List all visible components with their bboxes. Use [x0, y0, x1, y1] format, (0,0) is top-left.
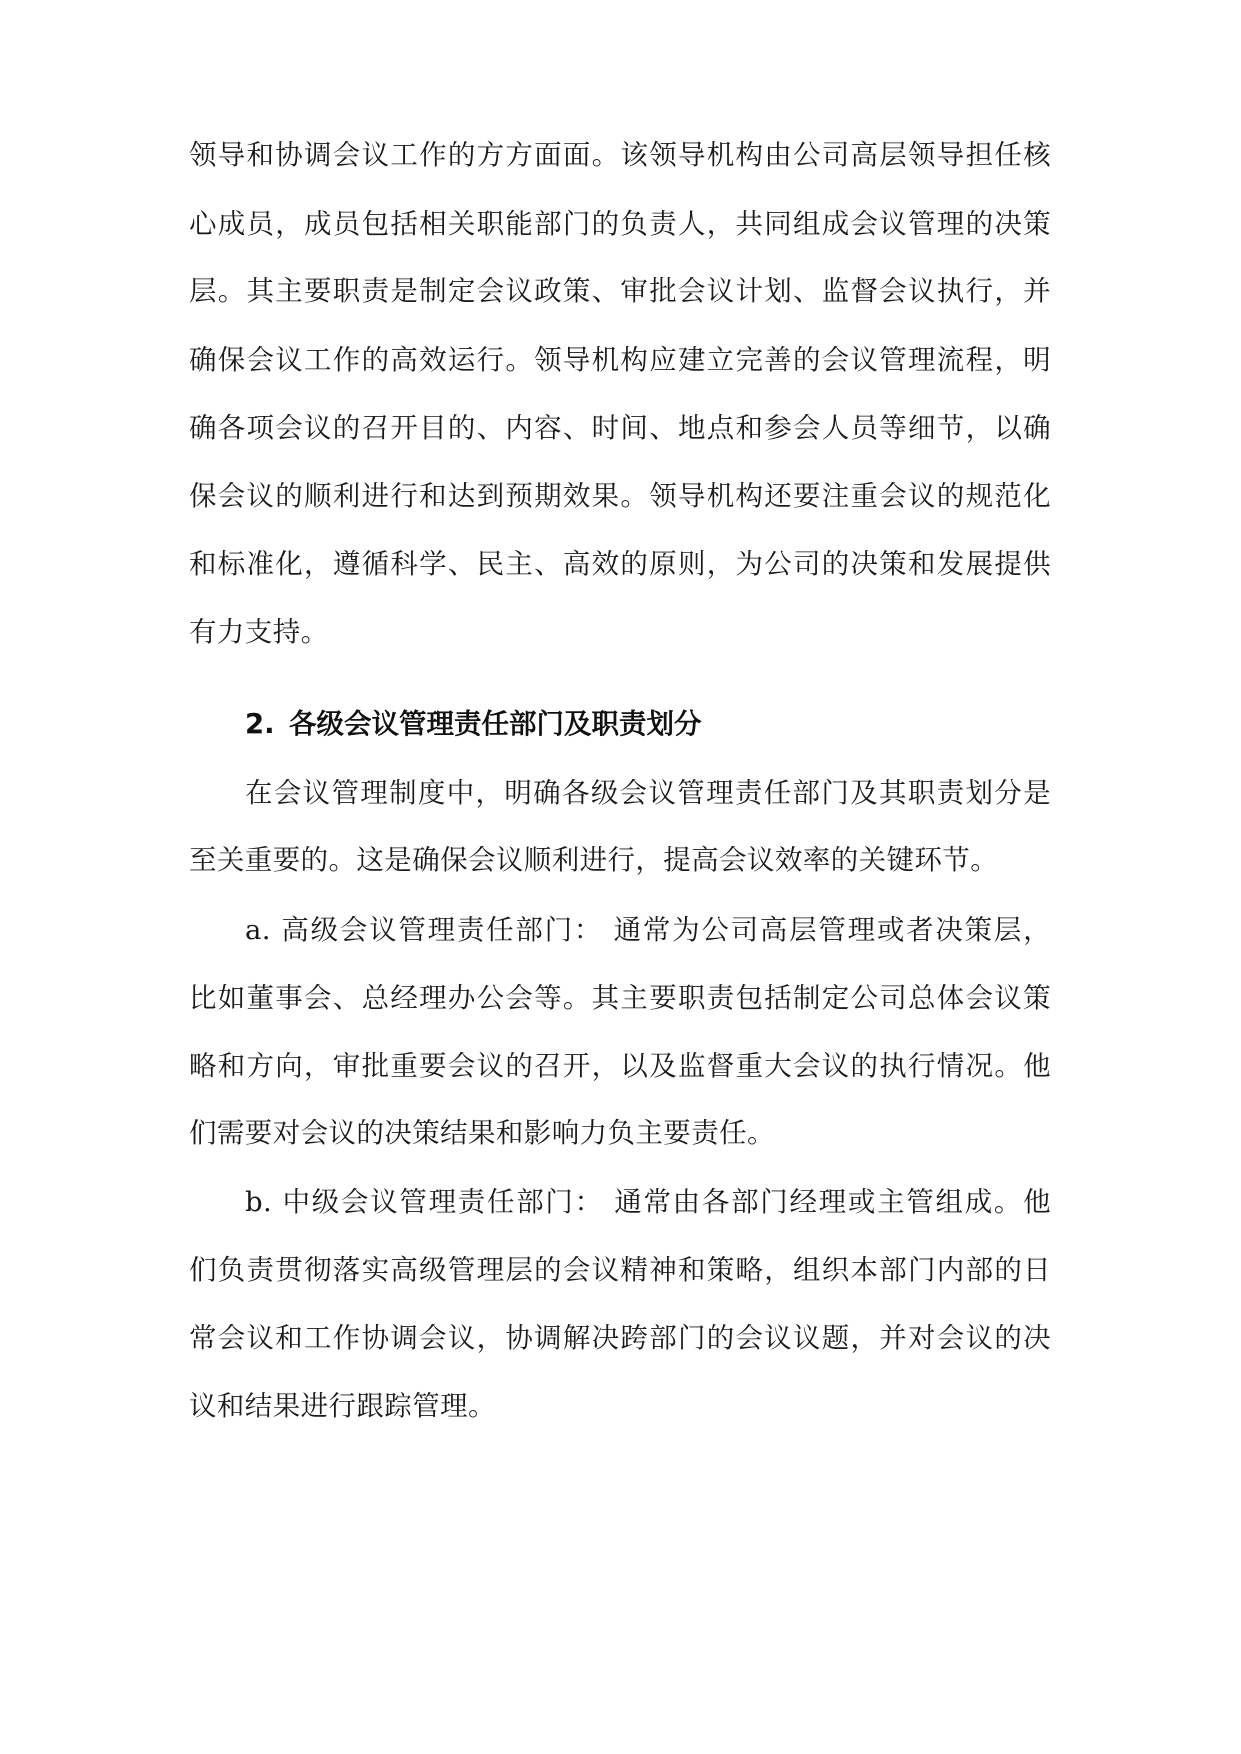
paragraph-1-line-4: 确保会议工作的高效运行。领导机构应建立完善的会议管理流程，明: [189, 344, 1051, 376]
paragraph-1-line-2: 心成员，成员包括相关职能部门的负责人，共同组成会议管理的决策: [189, 208, 1051, 240]
paragraph-b-line-2: 们负责贯彻落实高级管理层的会议精神和策略，组织本部门内部的日: [189, 1254, 1051, 1286]
paragraph-a-line-4: 们需要对会议的决策结果和影响力负主要责任。: [189, 1117, 775, 1149]
paragraph-1-line-8: 有力支持。: [189, 616, 329, 648]
paragraph-1-line-3: 层。其主要职责是制定会议政策、审批会议计划、监督会议执行，并: [189, 275, 1051, 307]
paragraph-a-line-1: a. 高级会议管理责任部门： 通常为公司高层管理或者决策层，: [245, 914, 1051, 946]
paragraph-1-line-5: 确各项会议的召开目的、内容、时间、地点和参会人员等细节，以确: [189, 412, 1051, 444]
paragraph-a-line-2: 比如董事会、总经理办公会等。其主要职责包括制定公司总体会议策: [189, 982, 1051, 1014]
section-2-heading: [245, 704, 1051, 744]
paragraph-b-line-3: 常会议和工作协调会议，协调解决跨部门的会议议题，并对会议的决: [189, 1322, 1051, 1354]
section-2-number: 2.: [245, 708, 275, 740]
paragraph-b-line-4: 议和结果进行跟踪管理。: [189, 1390, 496, 1422]
paragraph-1-line-6: 保会议的顺利进行和达到预期效果。领导机构还要注重会议的规范化: [189, 480, 1051, 512]
section-2-title: 各级会议管理责任部门及职责划分: [289, 708, 702, 740]
paragraph-1-line-7: 和标准化，遵循科学、民主、高效的原则，为公司的决策和发展提供: [189, 548, 1051, 580]
paragraph-1-line-1: 领导和协调会议工作的方方面面。该领导机构由公司高层领导担任核: [189, 139, 1051, 171]
paragraph-b-line-1: b. 中级会议管理责任部门： 通常由各部门经理或主管组成。他: [245, 1186, 1051, 1218]
paragraph-2-line-2: 至关重要的。这是确保会议顺利进行，提高会议效率的关键环节。: [189, 844, 999, 876]
paragraph-2-line-1: 在会议管理制度中，明确各级会议管理责任部门及其职责划分是: [245, 777, 1051, 809]
paragraph-a-line-3: 略和方向，审批重要会议的召开，以及监督重大会议的执行情况。他: [189, 1050, 1051, 1082]
